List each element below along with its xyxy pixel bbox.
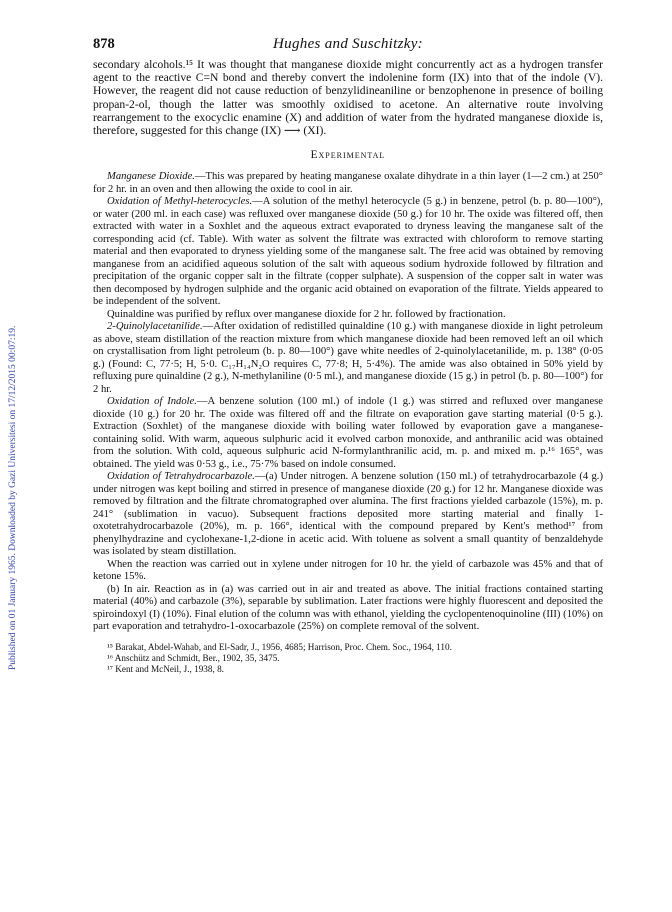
paragraph-text: Quinaldine was purified by reflux over manganese dioxide for 2 hr. followed by fractionation. bbox=[107, 308, 506, 320]
paragraph-lead: Oxidation of Methyl-heterocycles. bbox=[107, 196, 253, 208]
paragraph-lead: 2-Quinolylacetanilide. bbox=[107, 321, 203, 333]
experimental-body bbox=[93, 171, 603, 634]
paragraph-text: (b) In air. Reaction as in (a) was carried out in air and treated as above. The initial fractions contained starting material (40%) and carbazole (3%), separable by sublimation. Later fractions were highly fluorescent and deposited the spiroindoxyl (I) (10%). Final elution of the column was with ethanol, yielding the cyclopentenoquinoline (III) (10%) on part evaporation and tetrahydro-1-oxocarbazole (25%) on complete removal of the solvent. bbox=[93, 583, 603, 633]
footnote-15: ¹⁵ Barakat, Abdel-Wahab, and El-Sadr, J., 1956, 4685; Harrison, Proc. Chem. Soc., 1964, 110. bbox=[107, 641, 452, 652]
paragraph-methyl-heterocycles bbox=[93, 196, 603, 309]
intro-paragraph: secondary alcohols.¹⁵ It was thought that manganese dioxide might concurrently act as a hydrogen transfer agent to the reactive C=N bond and thereby convert the indolenine form (IX) into that of the indole (V). However, the reagent did not cause reduction of benzylidineaniline or benzophenone in presence of boiling propan-2-ol, though the latter was smoothly oxidised to acetone. An alternative route involving rearrangement to the exocyclic enamine (X) and addition of water from the hydrated manganese dioxide is, therefore, suggested for this change (IX) ⟶ (XI). bbox=[93, 58, 603, 138]
paragraph-text: —A benzene solution (100 ml.) of indole (1 g.) was stirred and refluxed over manganese dioxide (10 g.) for 20 hr. The oxide was filtered off and the filtrate on evaporation gave starting material (0·5 g.). Extraction (Soxhlet) of the manganese dioxide with boiling water followed by evaporation gave a manganese-containing solid. With warm, aqueous sulphuric acid it evolved carbon monoxide, and anthranilic acid was obtained from the solution. With cold, aqueous sulphuric acid N-formylanthranilic acid, m. p. and mixed m. p.¹⁶ 165°, was obtained. The yield was 0·53 g., i.e., 75·7% based on indole consumed. bbox=[93, 396, 603, 470]
footnotes bbox=[93, 642, 603, 675]
paragraph-text: —A solution of the methyl heterocycle (5 g.) in benzene, petrol (b. p. 80—100°), or water (200 ml. in each case) was refluxed over manganese dioxide (50 g.) for 10 hr. The oxide was filtered off, then extracted with water in a Soxhlet and the aqueous extract evaporated to dryness leaving the manganese salt of the corresponding acid (cf. Table). With water as solvent the filtrate was extracted with chloroform to remove starting material and then evaporated to dryness yielding some of the manganese salt. The free acid was obtained by removing manganese from an acidified aqueous solution of the salt with aqueous sodium hydroxide followed by filtration and precipitation of the organic copper salt in the filtrate (copper sulphate). A suspension of the copper salt in water was then decomposed by hydrogen sulphide and the organic acid obtained on evaporation of the filtrate. Yields appeared to be independent of the solvent. bbox=[93, 196, 603, 308]
paragraph-lead: Oxidation of Tetrahydrocarbazole. bbox=[107, 471, 255, 483]
paragraph-text: —This was prepared by heating manganese oxalate dihydrate in a thin layer (1—2 cm.) at 250° for 2 hr. in an oven and then allowing the oxide to cool in air. bbox=[93, 171, 603, 195]
paragraph-quinolylacetanilide bbox=[93, 321, 603, 396]
download-watermark-text: Published on 01 January 1965. Downloaded by Gazi Universitesi on 17/12/2015 00:07:19. bbox=[8, 325, 18, 670]
download-watermark bbox=[8, 170, 22, 670]
paragraph-lead: Manganese Dioxide. bbox=[107, 171, 195, 183]
running-title: Hughes and Suschitzky: bbox=[273, 36, 423, 52]
section-heading: Experimental bbox=[310, 149, 386, 162]
footnote-16: ¹⁶ Anschütz and Schmidt, Ber., 1902, 35, 3475. bbox=[107, 652, 280, 663]
paragraph-text: When the reaction was carried out in xylene under nitrogen for 10 hr. the yield of carbazole was 45% and that of ketone 15%. bbox=[93, 558, 603, 583]
paragraph-tetrahydrocarbazole bbox=[93, 471, 603, 559]
page-number: 878 bbox=[93, 36, 115, 52]
paragraph-lead: Oxidation of Indole. bbox=[107, 396, 197, 408]
footnote-17: ¹⁷ Kent and McNeil, J., 1938, 8. bbox=[107, 663, 224, 674]
paragraph-text: —(a) Under nitrogen. A benzene solution (150 ml.) of tetrahydrocarbazole (4 g.) under nitrogen was kept boiling and stirred in presence of manganese dioxide (20 g.) for 12 hr. Manganese dioxide was removed by filtration and the filtrate chromatographed over alumina. The first fractions yielded carbazole (15%), m. p. 241° (sublimation in vacuo). Subsequent fractions deposited more starting material and finally 1-oxotetrahydrocarbazole (20%), m. p. 166°, identical with the compound prepared by Kent's method¹⁷ from phenylhydrazine and cyclohexane-1,2-dione in acetic acid. With toluene as solvent a small quantity of benzaldehyde was isolated by steam distillation. bbox=[93, 471, 603, 558]
paragraph-text: —After oxidation of redistilled quinaldine (10 g.) with manganese dioxide in light petroleum as above, steam distillation of the reaction mixture from which manganese dioxide had been removed left an oil which on crystallisation from light petroleum (b. p. 80—100°) gave white needles of 2-quinolylacetanilide, m. p. 138° (0·05 g.) (Found: C, 77·5; H, 5·0. C₁₇H₁₄N₂O requires C, 77·8; H, 5·4%). The amide was also obtained in 50% yield by refluxing pure quinaldine (2 g.), N-methylaniline (0·5 ml.), and manganese dioxide (15 g.) in petrol (b. p. 80—100°) for 2 hr. bbox=[93, 321, 603, 395]
paragraph-quinaldine bbox=[93, 309, 603, 322]
paragraph-in-air bbox=[93, 584, 603, 634]
journal-page bbox=[93, 36, 603, 675]
paragraph-indole bbox=[93, 396, 603, 471]
paragraph-manganese-dioxide bbox=[93, 171, 603, 196]
intro-section bbox=[93, 58, 603, 137]
page-header bbox=[93, 36, 603, 58]
paragraph-xylene bbox=[93, 559, 603, 584]
